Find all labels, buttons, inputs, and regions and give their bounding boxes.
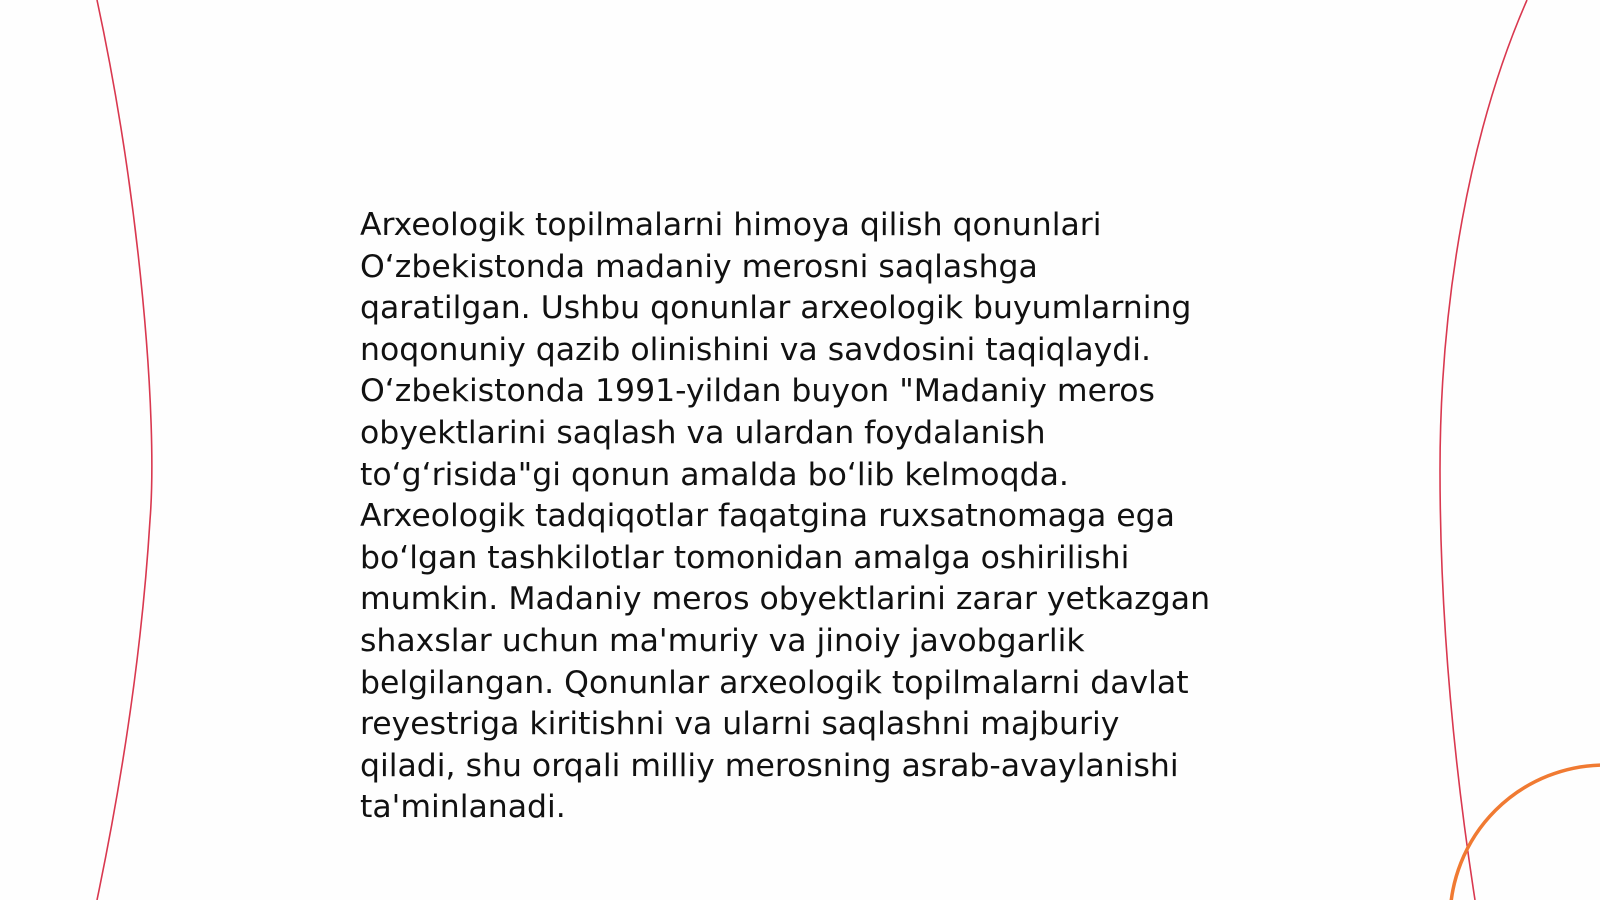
left-curve-line <box>97 0 152 900</box>
right-curve-line <box>1440 0 1527 900</box>
body-paragraph: Arxeologik topilmalarni himoya qilish qonunlari O‘zbekistonda madaniy merosni saqlashga qaratilgan. Ushbu qonunlar arxeologik buyumlarning noqonuniy qazib olinishini va savdosini taqiqlaydi. O‘zbekistonda 1991-yildan buyon "Madaniy meros obyektlarini saqlash va ulardan foydalanish to‘g‘risida"gi qonun amalda bo‘lib kelmoqda. Arxeologik tadqiqotlar faqatgina ruxsatnomaga ega bo‘lgan tashkilotlar tomonidan amalga oshirilishi mumkin. Madaniy meros obyektlarini zarar yetkazgan shaxslar uchun ma'muriy va jinoiy javobgarlik belgilangan. Qonunlar arxeologik topilmalarni davlat reyestriga kiritishni va ularni saqlashni majburiy qiladi, shu orqali milliy merosning asrab-avaylanishi ta'minlanadi. <box>360 207 1211 826</box>
